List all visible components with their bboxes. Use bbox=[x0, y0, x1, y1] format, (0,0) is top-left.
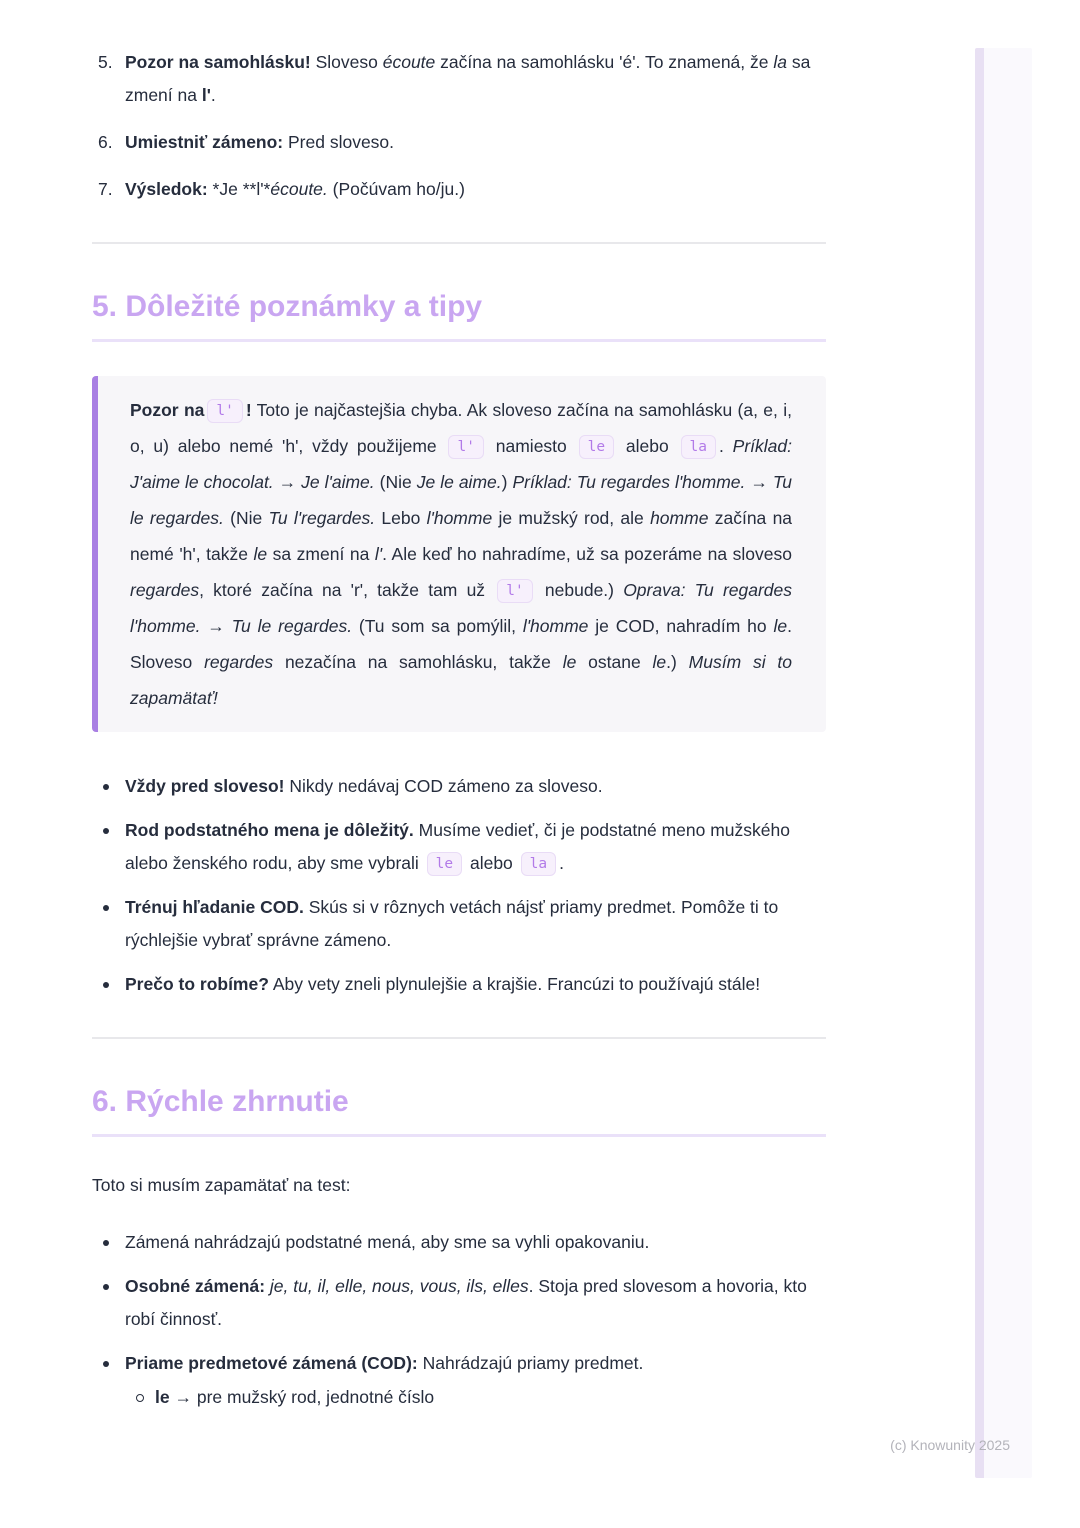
text-segment: Nikdy nedávaj COD zámeno za sloveso. bbox=[284, 776, 603, 796]
list-item-text bbox=[125, 126, 826, 159]
text-segment: Skús si v rôznych vetách nájsť priamy predmet. Pomôže ti to rýchlejšie vybrať správne zámeno. bbox=[125, 897, 779, 950]
tips-list bbox=[92, 770, 826, 1001]
text-segment: (Nie bbox=[374, 472, 417, 492]
list-item bbox=[92, 814, 826, 880]
text-segment: . Sloveso bbox=[130, 616, 792, 672]
text-segment: Pozor na bbox=[130, 400, 205, 420]
text-segment: le bbox=[155, 1387, 170, 1407]
text-segment: Tu l'regardes. bbox=[268, 508, 376, 528]
text-segment: je mužský rod, ale bbox=[492, 508, 651, 528]
text-segment: Pred sloveso. bbox=[283, 132, 395, 152]
text-segment: le bbox=[652, 652, 667, 672]
text-segment: l'homme bbox=[426, 508, 493, 528]
text-segment: (Počúvam ho/ju.) bbox=[327, 179, 465, 199]
section-divider bbox=[92, 1037, 826, 1039]
callout-box bbox=[92, 376, 826, 732]
section-heading-summary: 6. Rýchle zhrnutie bbox=[92, 1083, 826, 1137]
summary-sub-list bbox=[125, 1381, 826, 1414]
text-segment: Je le aime. bbox=[416, 472, 502, 492]
text-segment: Zámená nahrádzajú podstatné mená, aby sme sa vyhli opakovaniu. bbox=[125, 1232, 650, 1252]
inline-code-chip: la bbox=[521, 852, 556, 876]
text-segment: Lebo bbox=[375, 508, 427, 528]
list-item bbox=[98, 46, 826, 112]
note-content bbox=[92, 0, 826, 1425]
text-segment: Príklad: J'aime le chocolat. → Je l'aime. bbox=[130, 436, 792, 492]
text-segment: sa zmení na bbox=[267, 544, 375, 564]
inline-code-chip: l' bbox=[448, 435, 483, 459]
list-item bbox=[92, 1270, 826, 1336]
text-segment: je COD, nahradím ho bbox=[588, 616, 774, 636]
inline-code-chip: l' bbox=[207, 399, 242, 423]
text-segment: alebo bbox=[465, 853, 518, 873]
text-segment: Vždy pred sloveso! bbox=[125, 776, 285, 796]
text-segment: alebo bbox=[617, 436, 678, 456]
text-segment: Priame predmetové zámená (COD): bbox=[125, 1353, 418, 1373]
text-segment: začína na samohlásku 'é'. To znamená, že bbox=[435, 52, 774, 72]
scrollbar-track[interactable] bbox=[975, 48, 1032, 1478]
text-segment: le bbox=[562, 652, 577, 672]
section-heading-notes: 5. Dôležité poznámky a tipy bbox=[92, 288, 826, 342]
text-segment: Príklad: Tu regardes l'homme. → Tu le regardes. bbox=[130, 472, 792, 528]
steps-list bbox=[92, 46, 826, 206]
text-segment: l'homme bbox=[522, 616, 589, 636]
inline-code-chip: l' bbox=[497, 579, 532, 603]
list-item bbox=[92, 968, 826, 1001]
text-segment: . Stoja pred slovesom a hovoria, kto robí činnosť. bbox=[125, 1276, 807, 1329]
text-segment: Rod podstatného mena je dôležitý. bbox=[125, 820, 414, 840]
text-segment: regardes bbox=[204, 652, 274, 672]
text-segment: nezačína na samohlásku, takže bbox=[273, 652, 563, 672]
list-item bbox=[92, 891, 826, 957]
text-segment: Osobné zámená: bbox=[125, 1276, 266, 1296]
callout-text bbox=[130, 392, 792, 716]
list-number: 7. bbox=[98, 179, 113, 199]
text-segment: → pre mužský rod, jednotné číslo bbox=[169, 1387, 435, 1407]
text-segment: (Nie bbox=[223, 508, 269, 528]
text-segment: Umiestniť zámeno: bbox=[125, 132, 284, 152]
text-segment: Musíme vedieť, či je podstatné meno mužského alebo ženského rodu, aby sme vybrali bbox=[125, 820, 790, 873]
text-segment: nebude.) bbox=[535, 580, 624, 600]
inline-code-chip: la bbox=[681, 435, 716, 459]
text-segment: regardes bbox=[130, 580, 200, 600]
text-segment: écoute. bbox=[270, 179, 328, 199]
text-segment: Oprava: Tu regardes l'homme. → Tu le regardes. bbox=[130, 580, 793, 636]
list-item bbox=[92, 1226, 826, 1259]
sub-list-item bbox=[125, 1381, 826, 1414]
text-segment: . Ale keď ho nahradíme, už sa pozeráme na sloveso bbox=[382, 544, 792, 564]
text-segment: ) bbox=[501, 472, 513, 492]
text-segment: namiesto bbox=[486, 436, 576, 456]
text-segment: Pozor na samohlásku! bbox=[125, 52, 311, 72]
text-segment: sa zmení na bbox=[125, 52, 811, 105]
text-segment: l' bbox=[374, 544, 383, 564]
list-item-text bbox=[125, 46, 826, 112]
text-segment: ostane bbox=[576, 652, 653, 672]
text-segment: écoute bbox=[382, 52, 436, 72]
text-segment: le bbox=[253, 544, 268, 564]
text-segment: Trénuj hľadanie COD. bbox=[125, 897, 304, 917]
list-number: 5. bbox=[98, 52, 113, 72]
text-segment: . bbox=[718, 436, 733, 456]
text-segment: . bbox=[210, 85, 216, 105]
text-segment: Toto je najčastejšia chyba. Ak sloveso začína na samohlásku (a, e, i, o, u) alebo nemé 'h', vždy použijeme bbox=[130, 400, 792, 456]
list-item-text bbox=[125, 1347, 826, 1380]
list-item bbox=[98, 126, 826, 159]
list-item bbox=[92, 1347, 826, 1414]
text-segment: homme bbox=[650, 508, 709, 528]
summary-list bbox=[92, 1226, 826, 1414]
text-segment: . bbox=[559, 853, 564, 873]
summary-intro: Toto si musím zapamätať na test: bbox=[92, 1175, 351, 1195]
text-segment: Musím si to zapamätať! bbox=[130, 652, 792, 708]
text-segment: ! bbox=[245, 400, 252, 420]
inline-code-chip: le bbox=[579, 435, 614, 459]
text-segment: l' bbox=[201, 85, 211, 105]
text-segment: le bbox=[773, 616, 788, 636]
text-segment: *Je **l'* bbox=[207, 179, 271, 199]
text-segment: la bbox=[773, 52, 787, 72]
section-divider bbox=[92, 242, 826, 244]
text-segment: Nahrádzajú priamy predmet. bbox=[417, 1353, 644, 1373]
text-segment: .) bbox=[666, 652, 689, 672]
text-segment: (Tu som sa pomýlil, bbox=[352, 616, 523, 636]
text-segment: Sloveso bbox=[310, 52, 383, 72]
text-segment: Prečo to robíme? bbox=[125, 974, 269, 994]
text-segment: Výsledok: bbox=[125, 179, 208, 199]
text-segment: je, tu, il, elle, nous, vous, ils, elles bbox=[269, 1276, 529, 1296]
text-segment: začína na nemé 'h', takže bbox=[130, 508, 793, 564]
inline-code-chip: le bbox=[427, 852, 462, 876]
list-item bbox=[98, 173, 826, 206]
list-item bbox=[92, 770, 826, 803]
list-number: 6. bbox=[98, 132, 113, 152]
text-segment: , ktoré začína na 'r', takže tam už bbox=[199, 580, 495, 600]
list-item-text bbox=[125, 173, 826, 206]
text-segment: Aby vety zneli plynulejšie a krajšie. Francúzi to používajú stále! bbox=[268, 974, 761, 994]
copyright: (c) Knowunity 2025 bbox=[890, 1437, 1010, 1453]
